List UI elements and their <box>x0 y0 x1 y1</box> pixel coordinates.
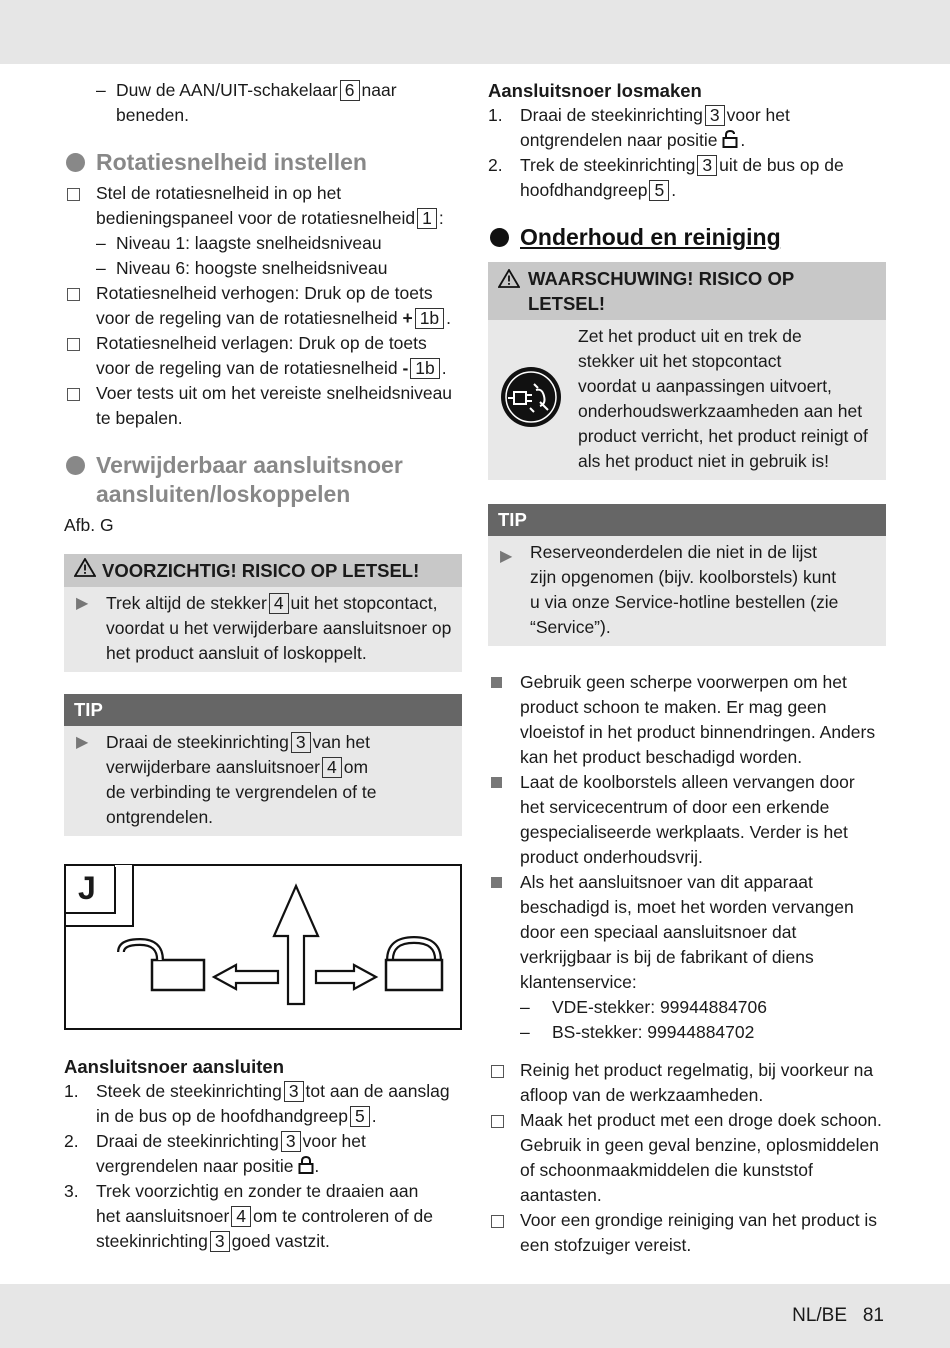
subsection-heading-detach: Aansluitsnoer losmaken <box>488 80 702 101</box>
tip-body: ▶ Reserveonderdelen die niet in de lijst zijn opgenomen (bijv. koolborstels) kunt u via onze Service-hotline bestellen (zie “Service”). <box>500 542 839 637</box>
warning-header: WAARSCHUWING! RISICO OP LETSEL! <box>488 262 886 320</box>
ref-box: 4 <box>231 1206 251 1227</box>
list-item: Maak het product met een droge doek schoon. Gebruik in geen geval benzine, oplosmiddelen of schoonmaakmiddelen die kunststof aantasten. <box>488 1108 888 1208</box>
warning-line: voordat u aanpassingen uitvoert, <box>578 376 832 396</box>
bullet-dot-icon <box>66 456 85 475</box>
filled-square-icon <box>491 777 502 788</box>
open-lock-icon <box>722 130 740 148</box>
ref-box: 1b <box>410 358 439 379</box>
page-footer <box>792 1305 884 1327</box>
list-item: Stel de rotatiesnelheid in op het bedieningspaneel voor de rotatiesnelheid 1 : <box>64 181 464 231</box>
tip-header: TIP <box>64 694 462 726</box>
unplug-icon <box>500 366 562 428</box>
ref-box: 3 <box>705 105 725 126</box>
sub-item: – BS-stekker: 99944884702 <box>488 1020 888 1045</box>
ref-box: 3 <box>697 155 717 176</box>
ref-box: 1b <box>415 308 444 329</box>
tip-body: ▶ Draai de steekinrichting 3 van het verwijderbare aansluitsnoer 4 om de verbinding te vergrendelen of te ontgrendelen. <box>76 732 377 827</box>
list-item: Laat de koolborstels alleen vervangen door het servicecentrum of door een erkende gespecialiseerde werkplaats. Verder is het product onderhoudsvrij. <box>488 770 888 870</box>
checkbox-square-icon <box>67 338 80 351</box>
ref-box: 5 <box>649 180 669 201</box>
locale-label: NL/BE <box>792 1305 848 1326</box>
bullet-dot-icon <box>490 228 509 247</box>
ref-box: 5 <box>350 1106 370 1127</box>
list-item: Rotatiesnelheid verhogen: Druk op de toets voor de regeling van de rotatiesnelheid + 1b . <box>64 281 464 331</box>
figure-j <box>64 864 462 1030</box>
checkbox-square-icon <box>67 188 80 201</box>
filled-square-icon <box>491 877 502 888</box>
warning-body <box>488 320 886 480</box>
caution-box <box>64 554 462 672</box>
ref-box: 3 <box>284 1081 304 1102</box>
figure-label: J <box>78 870 96 906</box>
list-item: Voor een grondige reiniging van het product is een stofzuiger vereist. <box>488 1208 888 1258</box>
dash-marker: – <box>96 258 106 278</box>
checkbox-square-icon <box>491 1065 504 1078</box>
numbered-step: 2. Trek de steekinrichting 3 uit de bus op de hoofdhandgreep 5 . <box>488 155 844 200</box>
section-heading-maintenance: Onderhoud en reiniging <box>488 223 888 252</box>
checkbox-square-icon <box>67 388 80 401</box>
warning-line: als het product niet in gebruik is! <box>578 451 829 471</box>
dash-marker: – <box>520 997 530 1017</box>
dash-marker: – <box>96 80 106 100</box>
caution-header: VOORZICHTIG! RISICO OP LETSEL! <box>64 554 462 587</box>
play-arrow-icon: ▶ <box>500 548 513 565</box>
list-item: Als het aansluitsnoer van dit apparaat beschadigd is, moet het worden vervangen door een speciaal aansluitsnoer dat verkrijgbaar is bij de fabrikant of diens klantenservice: <box>488 870 888 995</box>
ref-box: 1 <box>417 208 437 229</box>
warning-triangle-icon <box>74 558 96 577</box>
ref-box: 3 <box>291 732 311 753</box>
numbered-step: 1. Draai de steekinrichting 3 voor het ontgrendelen naar positie . <box>488 105 790 150</box>
list-item: Gebruik geen scherpe voorwerpen om het product schoon te maken. Er mag geen vloeistof in het product binnendringen. Anders kan het product beschadigd worden. <box>488 670 888 770</box>
ref-box: 3 <box>281 1131 301 1152</box>
sub-item: – Niveau 6: hoogste snelheidsniveau <box>64 256 464 281</box>
figure-j-drawing <box>64 864 462 1030</box>
sub-item: – VDE-stekker: 99944884706 <box>488 995 888 1020</box>
list-item: Reinig het product regelmatig, bij voorkeur na afloop van de werkzaamheden. <box>488 1058 888 1108</box>
warning-line: stekker uit het stopcontact <box>578 351 782 371</box>
play-arrow-icon: ▶ <box>76 734 89 751</box>
dash-marker: – <box>96 233 106 253</box>
header-band <box>0 0 950 64</box>
checkbox-square-icon <box>491 1115 504 1128</box>
ref-box: 3 <box>210 1231 230 1252</box>
dash-marker: – <box>520 1022 530 1042</box>
right-column <box>488 78 888 1258</box>
section-heading-rotation: Rotatiesnelheid instellen <box>64 148 464 177</box>
bullet-dot-icon <box>66 153 85 172</box>
numbered-step: 1. Steek de steekinrichting 3 tot aan de aanslag in de bus op de hoofdhandgreep 5 . <box>64 1081 450 1126</box>
warning-triangle-icon <box>498 269 520 288</box>
tip-box <box>64 694 462 836</box>
warning-line: Zet het product uit en trek de <box>578 326 802 346</box>
warning-box <box>488 262 886 480</box>
list-item: Rotatiesnelheid verlagen: Druk op de toets voor de regeling van de rotatiesnelheid - 1b . <box>64 331 464 381</box>
checkbox-square-icon <box>67 288 80 301</box>
numbered-step: 2. Draai de steekinrichting 3 voor het vergrendelen naar positie . <box>64 1131 366 1176</box>
numbered-step: 3. Trek voorzichtig en zonder te draaien aan het aansluitsnoer 4 om te controleren of de steekinrichting 3 goed vastzit. <box>64 1181 433 1251</box>
play-arrow-icon: ▶ <box>76 595 89 612</box>
caution-body: ▶ Trek altijd de stekker 4 uit het stopcontact, voordat u het verwijderbare aansluitsnoer op het product aansluit of loskoppelt. <box>76 593 452 663</box>
tip-box <box>488 504 886 646</box>
section-heading-cord: Verwijderbaar aansluitsnoer aansluiten/loskoppelen <box>64 451 464 509</box>
left-column <box>64 78 464 1254</box>
warning-line: onderhoudswerkzaamheden aan het <box>578 401 863 421</box>
tip-header: TIP <box>488 504 886 536</box>
ref-box: 4 <box>322 757 342 778</box>
ref-box: 4 <box>269 593 289 614</box>
list-item: Voer tests uit om het vereiste snelheidsniveau te bepalen. <box>64 381 464 431</box>
ref-box: 6 <box>340 80 360 101</box>
sub-item: – Niveau 1: laagste snelheidsniveau <box>64 231 464 256</box>
warning-line: product verricht, het product reinigt of <box>578 426 868 446</box>
closed-lock-icon <box>298 1156 314 1174</box>
figure-reference: Afb. G <box>64 515 114 535</box>
filled-square-icon <box>491 677 502 688</box>
checkbox-square-icon <box>491 1215 504 1228</box>
subsection-heading-connect: Aansluitsnoer aansluiten <box>64 1056 284 1077</box>
page-number: 81 <box>862 1305 884 1326</box>
intro-step: – Duw de AAN/UIT-schakelaar 6 naar beneden. <box>96 80 397 125</box>
